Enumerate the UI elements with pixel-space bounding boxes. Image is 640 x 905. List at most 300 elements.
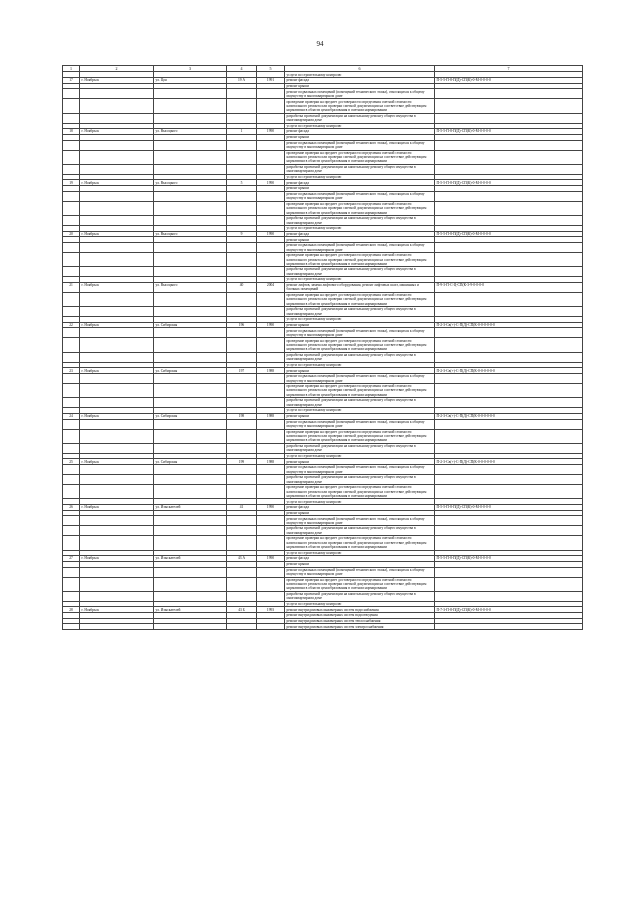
empty-cell xyxy=(257,307,285,317)
work-cell: проведение проверки на предмет достоверности определения сметной стоимости капитального ремонта или проверки сметной документации на соответствие действующим нормативам в области ценообразования в сметном нормировании xyxy=(285,485,435,499)
empty-cell xyxy=(227,253,257,267)
code-cell: П-2-3-Св(+)-С-П(Д)-СП(К-0-0-0-0-0-0 xyxy=(435,322,583,328)
empty-cell xyxy=(154,352,227,362)
empty-cell xyxy=(63,267,80,277)
empty-cell xyxy=(80,150,154,164)
street-cell: ул. Изыскателей xyxy=(154,504,227,510)
city-cell: г. Ноябрьск xyxy=(80,459,154,465)
city-cell: г. Ноябрьск xyxy=(80,607,154,613)
empty-cell xyxy=(154,253,227,267)
table-row xyxy=(63,443,583,453)
empty-cell xyxy=(257,328,285,338)
empty-cell xyxy=(154,567,227,577)
empty-cell xyxy=(80,624,154,630)
work-cell: ремонт подвальных помещений (помещений технического этажа), относящихся к общему имуществу в многоквартирном доме xyxy=(285,465,435,475)
empty-cell xyxy=(63,577,80,591)
street-cell: ул. Цоя xyxy=(154,78,227,84)
street-cell: ул. Высоцкого xyxy=(154,282,227,292)
work-cell: услуги по строительному контролю xyxy=(285,453,435,459)
empty-cell xyxy=(227,243,257,253)
empty-cell xyxy=(435,443,583,453)
empty-cell xyxy=(257,89,285,99)
table-row xyxy=(63,526,583,536)
empty-cell xyxy=(154,99,227,113)
empty-cell xyxy=(227,465,257,475)
empty-cell xyxy=(435,419,583,429)
code-cell: П-5-5-П-8-П(Д)-СП(К)-0-М-0-0-0-0 xyxy=(435,231,583,237)
empty-cell xyxy=(257,419,285,429)
empty-cell xyxy=(257,465,285,475)
work-cell: ремонт подвальных помещений (помещений технического этажа), относящихся к общему имуществу в многоквартирном доме xyxy=(285,419,435,429)
empty-cell xyxy=(80,429,154,443)
table-row xyxy=(63,624,583,630)
empty-cell xyxy=(435,140,583,150)
empty-cell xyxy=(435,624,583,630)
empty-cell xyxy=(63,516,80,526)
table-row xyxy=(63,113,583,123)
empty-cell xyxy=(257,577,285,591)
code-cell: П-5-5-П-8-П(Д)-СП(К)-0-М-0-0-0-0 xyxy=(435,78,583,84)
city-cell: г. Ноябрьск xyxy=(80,180,154,186)
empty-cell xyxy=(435,99,583,113)
empty-cell xyxy=(227,99,257,113)
empty-cell xyxy=(257,140,285,150)
code-cell: П-2-3-Св(+)-С-П(Д)-СП(К-0-0-0-0-0-0 xyxy=(435,368,583,374)
table-row xyxy=(63,419,583,429)
street-cell: ул. Сибирская xyxy=(154,322,227,328)
table-row xyxy=(63,338,583,352)
empty-cell xyxy=(80,89,154,99)
empty-cell xyxy=(435,429,583,443)
empty-cell xyxy=(227,383,257,397)
house-cell: 1 xyxy=(227,129,257,135)
empty-cell xyxy=(154,419,227,429)
empty-cell xyxy=(257,536,285,550)
house-cell: 199 xyxy=(227,459,257,465)
empty-cell xyxy=(227,352,257,362)
work-cell: проведение проверки на предмет достоверности определения сметной стоимости капитального ремонта или проверки сметной документации на соответствие действующим нормативам в области ценообразования в сметном нормировании xyxy=(285,99,435,113)
row-number-cell: 25 xyxy=(63,459,80,465)
table-row xyxy=(63,577,583,591)
table-row xyxy=(63,567,583,577)
empty-cell xyxy=(154,328,227,338)
table-body xyxy=(63,72,583,630)
empty-cell xyxy=(227,113,257,123)
empty-cell xyxy=(435,201,583,215)
street-cell: ул. Сибирская xyxy=(154,459,227,465)
empty-cell xyxy=(80,164,154,174)
work-cell: ремонт подвальных помещений (помещений технического этажа), относящихся к общему имуществу в многоквартирном доме xyxy=(285,140,435,150)
code-cell: П-2-3-Св(+)-С-П(Д)-СП(К-0-0-0-0-0-0 xyxy=(435,413,583,419)
work-cell: разработка проектной документации на капитальному ремонту общего имущества в многоквартирном доме xyxy=(285,216,435,226)
empty-cell xyxy=(80,307,154,317)
work-cell: проведение проверки на предмет достоверности определения сметной стоимости капитального ремонта или проверки сметной документации на соответствие действующим нормативам в области ценообразования в сметном нормировании xyxy=(285,338,435,352)
row-number-cell: 28 xyxy=(63,607,80,613)
empty-cell xyxy=(154,243,227,253)
empty-cell xyxy=(257,292,285,306)
empty-cell xyxy=(154,591,227,601)
empty-cell xyxy=(63,113,80,123)
empty-cell xyxy=(435,465,583,475)
table-row xyxy=(63,383,583,397)
empty-cell xyxy=(257,374,285,384)
street-cell: ул. Высоцкого xyxy=(154,129,227,135)
empty-cell xyxy=(227,475,257,485)
work-cell: разработка проектной документации на капитальному ремонту общего имущества в многоквартирном доме xyxy=(285,267,435,277)
work-cell: ремонт фасада xyxy=(285,556,435,562)
empty-cell xyxy=(257,443,285,453)
work-cell: ремонт крыши xyxy=(285,413,435,419)
empty-cell xyxy=(80,526,154,536)
empty-cell xyxy=(435,253,583,267)
empty-cell xyxy=(154,465,227,475)
table-row xyxy=(63,374,583,384)
empty-cell xyxy=(227,443,257,453)
empty-cell xyxy=(154,338,227,352)
empty-cell xyxy=(154,307,227,317)
work-cell: ремонт лифтов, замена лифтового оборудования, ремонт лифтовых шахт, машинных и блочных помещений xyxy=(285,282,435,292)
empty-cell xyxy=(154,536,227,550)
empty-cell xyxy=(435,164,583,174)
empty-cell xyxy=(435,113,583,123)
work-cell: ремонт крыши xyxy=(285,322,435,328)
year-cell: 1991 xyxy=(257,78,285,84)
code-cell: П-5-5-П-8-П(Д)-СП(К)-0-М-0-0-0-0 xyxy=(435,504,583,510)
work-cell: разработка проектной документации на капитальному ремонту общего имущества в многоквартирном доме xyxy=(285,307,435,317)
empty-cell xyxy=(257,150,285,164)
work-cell: проведение проверки на предмет достоверности определения сметной стоимости капитального ремонта или проверки сметной документации на соответствие действующим нормативам в области ценообразования в сметном нормировании xyxy=(285,429,435,443)
empty-cell xyxy=(257,429,285,443)
table-row xyxy=(63,201,583,215)
empty-cell xyxy=(63,307,80,317)
capital-repair-table xyxy=(62,65,583,630)
empty-cell xyxy=(63,338,80,352)
empty-cell xyxy=(80,577,154,591)
empty-cell xyxy=(154,475,227,485)
empty-cell xyxy=(154,216,227,226)
empty-cell xyxy=(80,536,154,550)
work-cell: услуги по строительному контролю xyxy=(285,123,435,129)
row-number-cell: 17 xyxy=(63,78,80,84)
empty-cell xyxy=(257,485,285,499)
empty-cell xyxy=(435,383,583,397)
work-cell: ремонт фасада xyxy=(285,504,435,510)
empty-cell xyxy=(80,243,154,253)
table-row xyxy=(63,253,583,267)
empty-cell xyxy=(227,536,257,550)
empty-cell xyxy=(63,383,80,397)
capital-repair-table-container xyxy=(62,65,582,630)
empty-cell xyxy=(63,191,80,201)
empty-cell xyxy=(80,419,154,429)
code-cell: П-9-3-П-С-Ц-СП(К-3-9-0-0-0-0 xyxy=(435,282,583,292)
table-row xyxy=(63,352,583,362)
empty-cell xyxy=(435,352,583,362)
empty-cell xyxy=(63,243,80,253)
empty-cell xyxy=(257,201,285,215)
work-cell: услуги по строительному контролю xyxy=(285,174,435,180)
code-cell: П-5-5-П-8-П(Д)-СП(К)-0-М-0-0-0-0 xyxy=(435,556,583,562)
work-cell: ремонт подвальных помещений (помещений технического этажа), относящихся к общему имуществу в многоквартирном доме xyxy=(285,516,435,526)
empty-cell xyxy=(435,328,583,338)
table-row xyxy=(63,164,583,174)
work-cell: ремонт подвальных помещений (помещений технического этажа), относящихся к общему имуществу в многоквартирном доме xyxy=(285,243,435,253)
work-cell: разработка проектной документации на капитальному ремонту общего имущества в многоквартирном доме xyxy=(285,164,435,174)
row-number-cell: 27 xyxy=(63,556,80,562)
code-cell: П-7-3-П-8-П(Д)-СП(К)-0-М-0-0-0-0 xyxy=(435,607,583,613)
year-cell: 2004 xyxy=(257,282,285,292)
empty-cell xyxy=(227,485,257,499)
empty-cell xyxy=(435,150,583,164)
empty-cell xyxy=(227,89,257,99)
work-cell: проведение проверки на предмет достоверности определения сметной стоимости капитального ремонта или проверки сметной документации на соответствие действующим нормативам в области ценообразования в сметном нормировании xyxy=(285,536,435,550)
work-cell: ремонт крыши xyxy=(285,368,435,374)
year-cell: 1990 xyxy=(257,129,285,135)
empty-cell xyxy=(227,577,257,591)
empty-cell xyxy=(435,516,583,526)
empty-cell xyxy=(154,526,227,536)
city-cell: г. Ноябрьск xyxy=(80,282,154,292)
table-row xyxy=(63,243,583,253)
empty-cell xyxy=(80,191,154,201)
empty-cell xyxy=(154,191,227,201)
empty-cell xyxy=(257,113,285,123)
empty-cell xyxy=(80,443,154,453)
work-cell: ремонт подвальных помещений (помещений технического этажа), относящихся к общему имуществу в многоквартирном доме xyxy=(285,374,435,384)
table-row xyxy=(63,516,583,526)
row-number-cell: 18 xyxy=(63,129,80,135)
empty-cell xyxy=(227,164,257,174)
empty-cell xyxy=(80,475,154,485)
row-number-cell: 24 xyxy=(63,413,80,419)
empty-cell xyxy=(435,307,583,317)
empty-cell xyxy=(80,201,154,215)
empty-cell xyxy=(80,140,154,150)
work-cell: услуги по строительному контролю xyxy=(285,317,435,323)
header-cell: 6 xyxy=(285,66,435,72)
work-cell: проведение проверки на предмет достоверности определения сметной стоимости капитального ремонта или проверки сметной документации на соответствие действующим нормативам в области ценообразования в сметном нормировании xyxy=(285,292,435,306)
empty-cell xyxy=(63,443,80,453)
work-cell: услуги по строительному контролю xyxy=(285,601,435,607)
house-cell: 197 xyxy=(227,368,257,374)
empty-cell xyxy=(80,267,154,277)
work-cell: ремонт фасада xyxy=(285,78,435,84)
year-cell: 1988 xyxy=(257,368,285,374)
year-cell: 1990 xyxy=(257,504,285,510)
empty-cell xyxy=(80,292,154,306)
work-cell: услуги по строительному контролю xyxy=(285,277,435,283)
table-row xyxy=(63,475,583,485)
empty-cell xyxy=(154,89,227,99)
empty-cell xyxy=(227,429,257,443)
empty-cell xyxy=(63,292,80,306)
table-row xyxy=(63,292,583,306)
year-cell: 1990 xyxy=(257,556,285,562)
empty-cell xyxy=(63,485,80,499)
header-cell: 3 xyxy=(154,66,227,72)
empty-cell xyxy=(80,567,154,577)
work-cell: разработка проектной документации на капитальному ремонту общего имущества в многоквартирном доме xyxy=(285,398,435,408)
empty-cell xyxy=(227,267,257,277)
table-row xyxy=(63,307,583,317)
empty-cell xyxy=(63,429,80,443)
empty-cell xyxy=(63,216,80,226)
work-cell: проведение проверки на предмет достоверности определения сметной стоимости капитального ремонта или проверки сметной документации на соответствие действующим нормативам в области ценообразования в сметном нормировании xyxy=(285,201,435,215)
empty-cell xyxy=(154,577,227,591)
empty-cell xyxy=(257,99,285,113)
header-cell: 4 xyxy=(227,66,257,72)
work-cell: ремонт внутридомовых инженерных систем электроснабжения xyxy=(285,624,435,630)
empty-cell xyxy=(257,191,285,201)
work-cell: разработка проектной документации на капитальному ремонту общего имущества в многоквартирном доме xyxy=(285,113,435,123)
empty-cell xyxy=(257,338,285,352)
page-number: 94 xyxy=(316,40,324,48)
empty-cell xyxy=(63,526,80,536)
empty-cell xyxy=(63,253,80,267)
work-cell: ремонт крыши xyxy=(285,237,435,243)
work-cell: разработка проектной документации на капитальному ремонту общего имущества в многоквартирном доме xyxy=(285,591,435,601)
empty-cell xyxy=(154,150,227,164)
work-cell: ремонт подвальных помещений (помещений технического этажа), относящихся к общему имуществу в многоквартирном доме xyxy=(285,328,435,338)
empty-cell xyxy=(227,150,257,164)
empty-cell xyxy=(154,201,227,215)
empty-cell xyxy=(435,536,583,550)
empty-cell xyxy=(80,516,154,526)
row-number-cell: 22 xyxy=(63,322,80,328)
empty-cell xyxy=(435,475,583,485)
work-cell: разработка проектной документации на капитальному ремонту общего имущества в многоквартирном доме xyxy=(285,475,435,485)
street-cell: ул. Сибирская xyxy=(154,368,227,374)
empty-cell xyxy=(154,516,227,526)
table-row xyxy=(63,328,583,338)
row-number-cell: 19 xyxy=(63,180,80,186)
empty-cell xyxy=(80,398,154,408)
empty-cell xyxy=(257,475,285,485)
empty-cell xyxy=(63,591,80,601)
empty-cell xyxy=(257,253,285,267)
empty-cell xyxy=(80,591,154,601)
empty-cell xyxy=(63,475,80,485)
empty-cell xyxy=(227,419,257,429)
work-cell: ремонт крыши xyxy=(285,510,435,516)
work-cell: услуги по строительному контролю xyxy=(285,226,435,232)
table-row xyxy=(63,536,583,550)
table-row xyxy=(63,150,583,164)
year-cell: 1990 xyxy=(257,231,285,237)
city-cell: г. Ноябрьск xyxy=(80,78,154,84)
table-row xyxy=(63,398,583,408)
work-cell: ремонт крыши xyxy=(285,459,435,465)
empty-cell xyxy=(227,307,257,317)
code-cell: П-5-5-П-8-П(Д)-СП(К)-0-М-0-0-0-0 xyxy=(435,129,583,135)
work-cell: услуги по строительному контролю xyxy=(285,362,435,368)
empty-cell xyxy=(227,292,257,306)
work-cell: ремонт подвальных помещений (помещений технического этажа), относящихся к общему имуществу в многоквартирном доме xyxy=(285,567,435,577)
empty-cell xyxy=(227,591,257,601)
empty-cell xyxy=(435,292,583,306)
code-cell: П-2-3-Св(+)-С-П(Д)-СП(К-0-0-0-0-0-0 xyxy=(435,459,583,465)
empty-cell xyxy=(63,624,80,630)
empty-cell xyxy=(227,338,257,352)
header-cell: 1 xyxy=(63,66,80,72)
empty-cell xyxy=(435,526,583,536)
work-cell: проведение проверки на предмет достоверности определения сметной стоимости капитального ремонта или проверки сметной документации на соответствие действующим нормативам в области ценообразования в сметном нормировании xyxy=(285,253,435,267)
table-row xyxy=(63,191,583,201)
empty-cell xyxy=(154,383,227,397)
work-cell: ремонт внутридомовых инженерных систем водоснабжения xyxy=(285,607,435,613)
house-cell: 41 xyxy=(227,504,257,510)
empty-cell xyxy=(154,164,227,174)
work-cell: ремонт внутридомовых инженерных систем теплоснабжения xyxy=(285,618,435,624)
header-cell: 5 xyxy=(257,66,285,72)
empty-cell xyxy=(80,328,154,338)
table-row xyxy=(63,89,583,99)
house-cell: 5 xyxy=(227,180,257,186)
year-cell: 1993 xyxy=(257,607,285,613)
empty-cell xyxy=(63,374,80,384)
empty-cell xyxy=(257,383,285,397)
empty-cell xyxy=(80,352,154,362)
empty-cell xyxy=(435,243,583,253)
empty-cell xyxy=(227,567,257,577)
city-cell: г. Ноябрьск xyxy=(80,556,154,562)
empty-cell xyxy=(80,113,154,123)
empty-cell xyxy=(435,591,583,601)
empty-cell xyxy=(257,591,285,601)
table-row xyxy=(63,282,583,292)
street-cell: ул. Высоцкого xyxy=(154,180,227,186)
work-cell: услуги по строительному контролю xyxy=(285,550,435,556)
empty-cell xyxy=(63,352,80,362)
work-cell: ремонт подвальных помещений (помещений технического этажа), относящихся к общему имуществу в многоквартирном доме xyxy=(285,89,435,99)
empty-cell xyxy=(80,338,154,352)
work-cell: проведение проверки на предмет достоверности определения сметной стоимости капитального ремонта или проверки сметной документации на соответствие действующим нормативам в области ценообразования в сметном нормировании xyxy=(285,383,435,397)
empty-cell xyxy=(63,328,80,338)
empty-cell xyxy=(435,577,583,591)
empty-cell xyxy=(227,398,257,408)
empty-cell xyxy=(80,216,154,226)
empty-cell xyxy=(435,191,583,201)
empty-cell xyxy=(154,485,227,499)
work-cell: ремонт крыши xyxy=(285,134,435,140)
empty-cell xyxy=(80,485,154,499)
empty-cell xyxy=(257,567,285,577)
header-cell: 2 xyxy=(80,66,154,72)
empty-cell xyxy=(63,99,80,113)
empty-cell xyxy=(154,443,227,453)
empty-cell xyxy=(257,352,285,362)
empty-cell xyxy=(435,89,583,99)
work-cell: разработка проектной документации на капитальному ремонту общего имущества в многоквартирном доме xyxy=(285,443,435,453)
work-cell: ремонт фасада xyxy=(285,129,435,135)
year-cell: 1990 xyxy=(257,180,285,186)
house-cell: 196 xyxy=(227,322,257,328)
house-cell: 19 А xyxy=(227,78,257,84)
empty-cell xyxy=(80,383,154,397)
street-cell: ул. Изыскателей xyxy=(154,607,227,613)
empty-cell xyxy=(227,216,257,226)
work-cell: ремонт подвальных помещений (помещений технического этажа), относящихся к общему имуществу в многоквартирном доме xyxy=(285,191,435,201)
work-cell: ремонт фасада xyxy=(285,180,435,186)
header-cell: 7 xyxy=(435,66,583,72)
empty-cell xyxy=(63,567,80,577)
work-cell: ремонт крыши xyxy=(285,83,435,89)
house-cell: 40 xyxy=(227,282,257,292)
empty-cell xyxy=(257,624,285,630)
empty-cell xyxy=(63,536,80,550)
empty-cell xyxy=(63,201,80,215)
work-cell: услуги по строительному контролю xyxy=(285,408,435,414)
